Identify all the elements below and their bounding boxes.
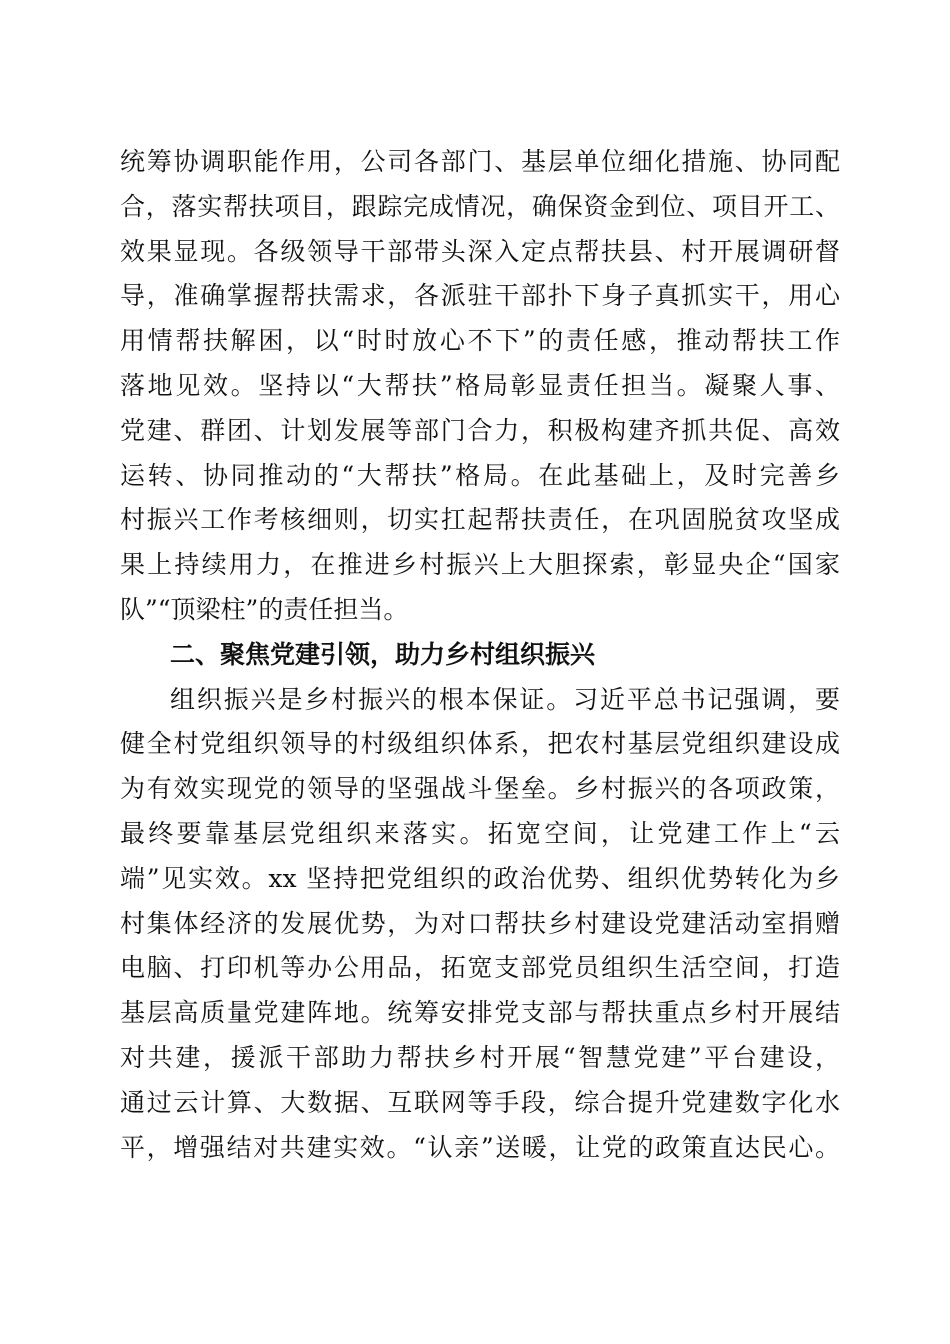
paragraph-line: 最终要靠基层党组织来落实。拓宽空间，让党建工作上“云 (120, 819, 840, 848)
paragraph-line: 果上持续用力，在推进乡村振兴上大胆探索，彰显央企“国家 (120, 550, 840, 579)
paragraph-line: 导，准确掌握帮扶需求，各派驻干部扑下身子真抓实干，用心 (120, 281, 840, 310)
paragraph-line: 效果显现。各级领导干部带头深入定点帮扶县、村开展调研督 (120, 237, 840, 266)
paragraph-line: 统筹协调职能作用，公司各部门、基层单位细化措施、协同配 (120, 147, 840, 176)
paragraph-line: 村集体经济的发展优势，为对口帮扶乡村建设党建活动室捐赠 (120, 909, 840, 938)
paragraph-line: 通过云计算、大数据、互联网等手段，综合提升党建数字化水 (120, 1088, 840, 1117)
paragraph-line: 落地见效。坚持以“大帮扶”格局彰显责任担当。凝聚人事、 (120, 371, 840, 400)
paragraph-line: 端”见实效。xx 坚持把党组织的政治优势、组织优势转化为乡 (120, 864, 840, 893)
paragraph-line: 村振兴工作考核细则，切实扛起帮扶责任，在巩固脱贫攻坚成 (120, 505, 840, 534)
section-heading: 二、聚焦党建引领，助力乡村组织振兴 (170, 640, 596, 669)
paragraph-line: 电脑、打印机等办公用品，拓宽支部党员组织生活空间，打造 (120, 953, 840, 982)
paragraph-line: 基层高质量党建阵地。统筹安排党支部与帮扶重点乡村开展结 (120, 998, 840, 1027)
paragraph-line: 平，增强结对共建实效。“认亲”送暖，让党的政策直达民心。 (120, 1133, 840, 1162)
paragraph-line: 健全村党组织领导的村级组织体系，把农村基层党组织建设成 (120, 729, 840, 758)
paragraph-line: 党建、群团、计划发展等部门合力，积极构建齐抓共促、高效 (120, 416, 840, 445)
paragraph-line: 队”“顶梁柱”的责任担当。 (120, 595, 409, 624)
paragraph-line: 运转、协同推动的“大帮扶”格局。在此基础上，及时完善乡 (120, 461, 840, 490)
paragraph-line: 合，落实帮扶项目，跟踪完成情况，确保资金到位、项目开工、 (120, 192, 840, 221)
paragraph-line: 为有效实现党的领导的坚强战斗堡垒。乡村振兴的各项政策， (120, 774, 840, 803)
paragraph-line: 对共建，援派干部助力帮扶乡村开展“智慧党建”平台建设， (120, 1043, 840, 1072)
paragraph-line: 组织振兴是乡村振兴的根本保证。习近平总书记强调，要 (170, 685, 840, 714)
paragraph-line: 用情帮扶解困，以“时时放心不下”的责任感，推动帮扶工作 (120, 326, 840, 355)
